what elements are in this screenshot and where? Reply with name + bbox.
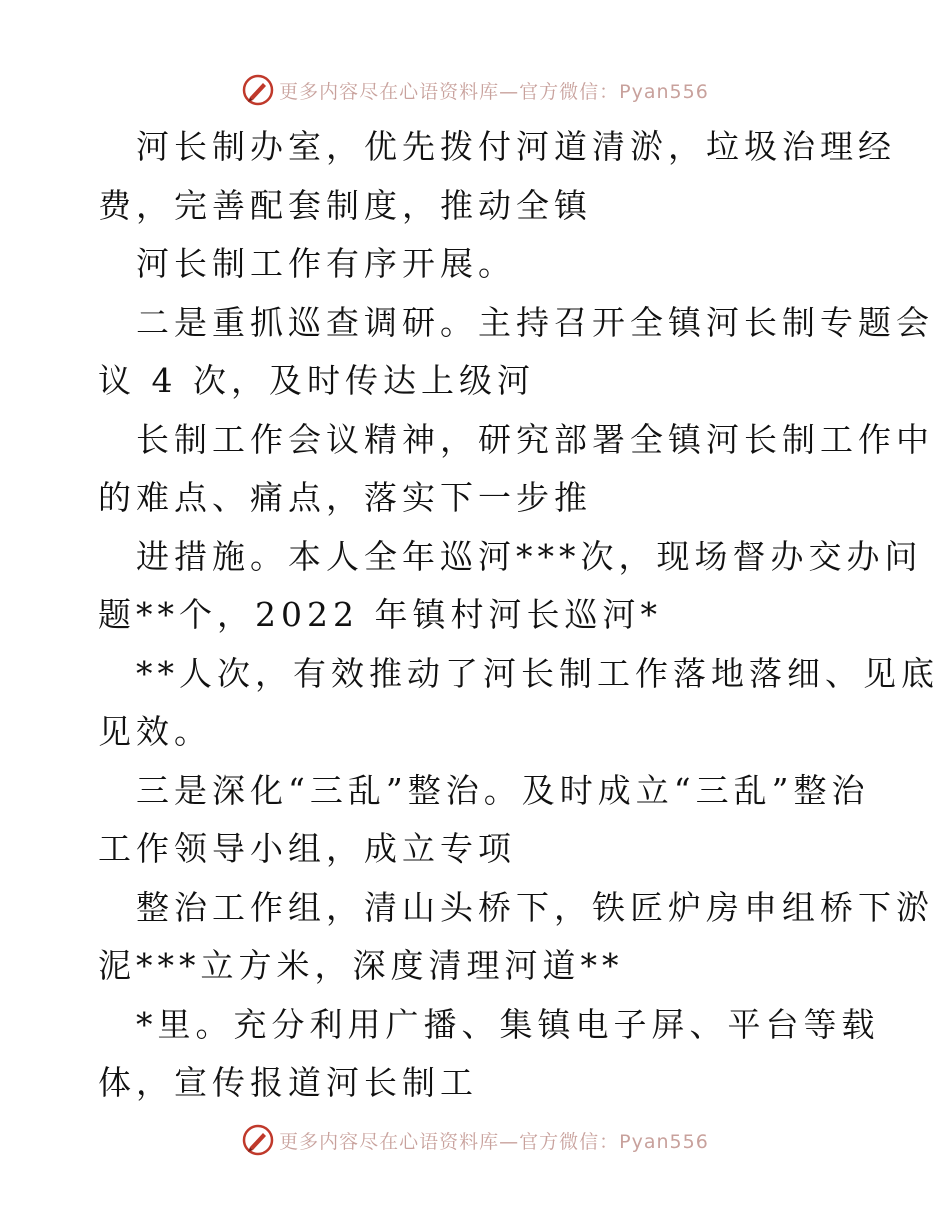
document-body	[98, 118, 939, 1113]
text-line: 泥***立方米，深度清理河道**	[98, 946, 624, 985]
text-line: 体，宣传报道河长制工	[98, 1063, 478, 1102]
footer-watermark	[0, 1120, 950, 1160]
pen-logo-icon	[241, 1123, 275, 1157]
text-line: 河长制工作有序开展。	[136, 244, 516, 283]
text-line: 的难点、痛点，落实下一步推	[98, 478, 592, 517]
text-line: **人次，有效推动了河长制工作落地落细、见底	[136, 653, 939, 693]
text-line: 题**个，2022 年镇村河长巡河*	[98, 595, 662, 634]
text-line: 三是深化“三乱”整治。及时成立“三乱”整治	[136, 770, 870, 810]
text-line: 整治工作组，清山头桥下，铁匠炉房申组桥下淤	[136, 887, 934, 927]
text-line: 费，完善配套制度，推动全镇	[98, 185, 592, 225]
text-line: *里。充分利用广播、集镇电子屏、平台等载	[136, 1004, 880, 1044]
text-line: 议 4 次，及时传达上级河	[98, 361, 535, 400]
header-watermark	[0, 70, 950, 110]
text-line: 工作领导小组，成立专项	[98, 829, 516, 868]
watermark-text: 更多内容尽在心语资料库—官方微信：Pyan556	[279, 80, 709, 103]
text-line: 二是重抓巡查调研。主持召开全镇河长制专题会	[136, 302, 934, 342]
pen-logo-icon	[241, 73, 275, 107]
text-line: 见效。	[98, 712, 212, 751]
text-line: 进措施。本人全年巡河***次，现场督办交办问	[136, 536, 923, 576]
text-line: 长制工作会议精神，研究部署全镇河长制工作中	[136, 419, 934, 459]
watermark-text: 更多内容尽在心语资料库—官方微信：Pyan556	[279, 1130, 709, 1153]
text-line: 河长制办室，优先拨付河道清淤，垃圾治理经	[136, 127, 896, 166]
